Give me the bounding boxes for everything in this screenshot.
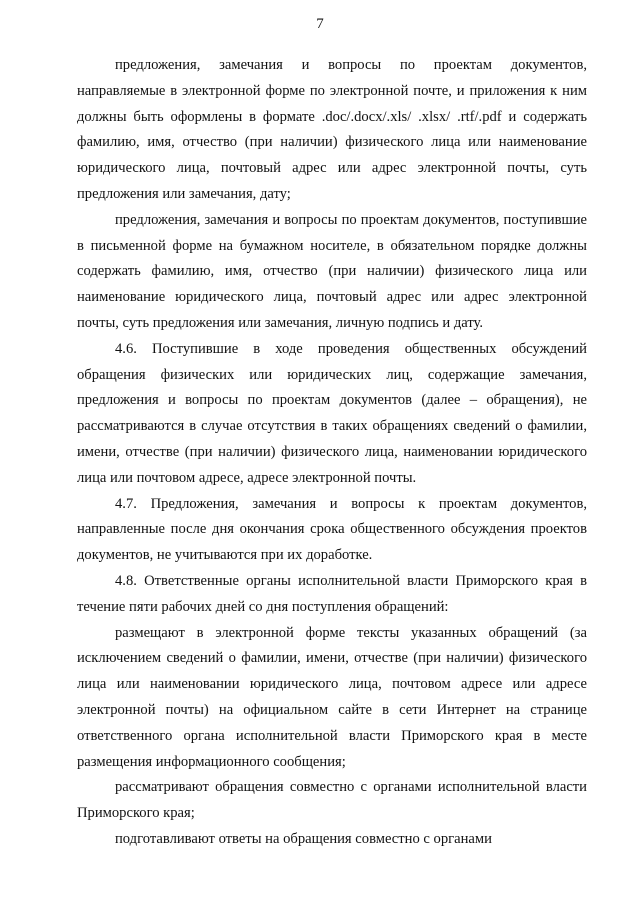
paragraph-publish-requests: размещают в электронной форме тексты указанных обращений (за исключением сведений о фамилии, имени, отчестве (при наличии) физического лица или наименовании юридического лица, почтовом адресе или адресе электронной почты) на официальном сайте в сети Интернет на странице ответственного органа исполнительной власти Приморского края в месте размещения информационного сообщения;	[77, 624, 587, 770]
paragraph-review-requests: рассматривают обращения совместно с органами исполнительной власти Приморского края;	[77, 779, 587, 822]
paragraph-prepare-answers: подготавливают ответы на обращения совместно с органами	[115, 830, 492, 847]
paragraph-paper-submissions: предложения, замечания и вопросы по проектам документов, поступившие в письменной форме на бумажном носителе, в обязательном порядке должны содержать фамилию, имя, отчество (при наличии) физического лица или наименование юридического лица, почтовый адрес или адрес электронной почты, суть предложения или замечания, личную подпись и дату.	[77, 211, 587, 331]
paragraph-4-8: 4.8. Ответственные органы исполнительной власти Приморского края в течение пяти рабочих дней со дня поступления обращений:	[77, 572, 587, 615]
paragraph-4-7: 4.7. Предложения, замечания и вопросы к проектам документов, направленные после дня окончания срока общественного обсуждения проектов документов, не учитываются при их доработке.	[77, 495, 587, 564]
document-body	[77, 53, 587, 853]
page-number: 7	[316, 16, 324, 32]
paragraph-electronic-submissions: предложения, замечания и вопросы по проектам документов, направляемые в электронной форме по электронной почте, и приложения к ним должны быть оформлены в формате .doc/.docx/.xls/ .xlsx/ .rtf/.pdf и содержать фамилию, имя, отчество (при наличии) физического лица или наименование юридического лица, почтовый адрес или адрес электронной почты, суть предложения или замечания, дату;	[77, 57, 587, 202]
paragraph-4-6: 4.6. Поступившие в ходе проведения общественных обсуждений обращения физических или юридических лиц, содержащие замечания, предложения и вопросы по проектам документов (далее – обращения), не рассматриваются в случае отсутствия в таких обращениях сведений о фамилии, имени, отчестве (при наличии) физического лица, наименовании юридического лица или почтовом адресе, адресе электронной почты.	[77, 340, 587, 486]
